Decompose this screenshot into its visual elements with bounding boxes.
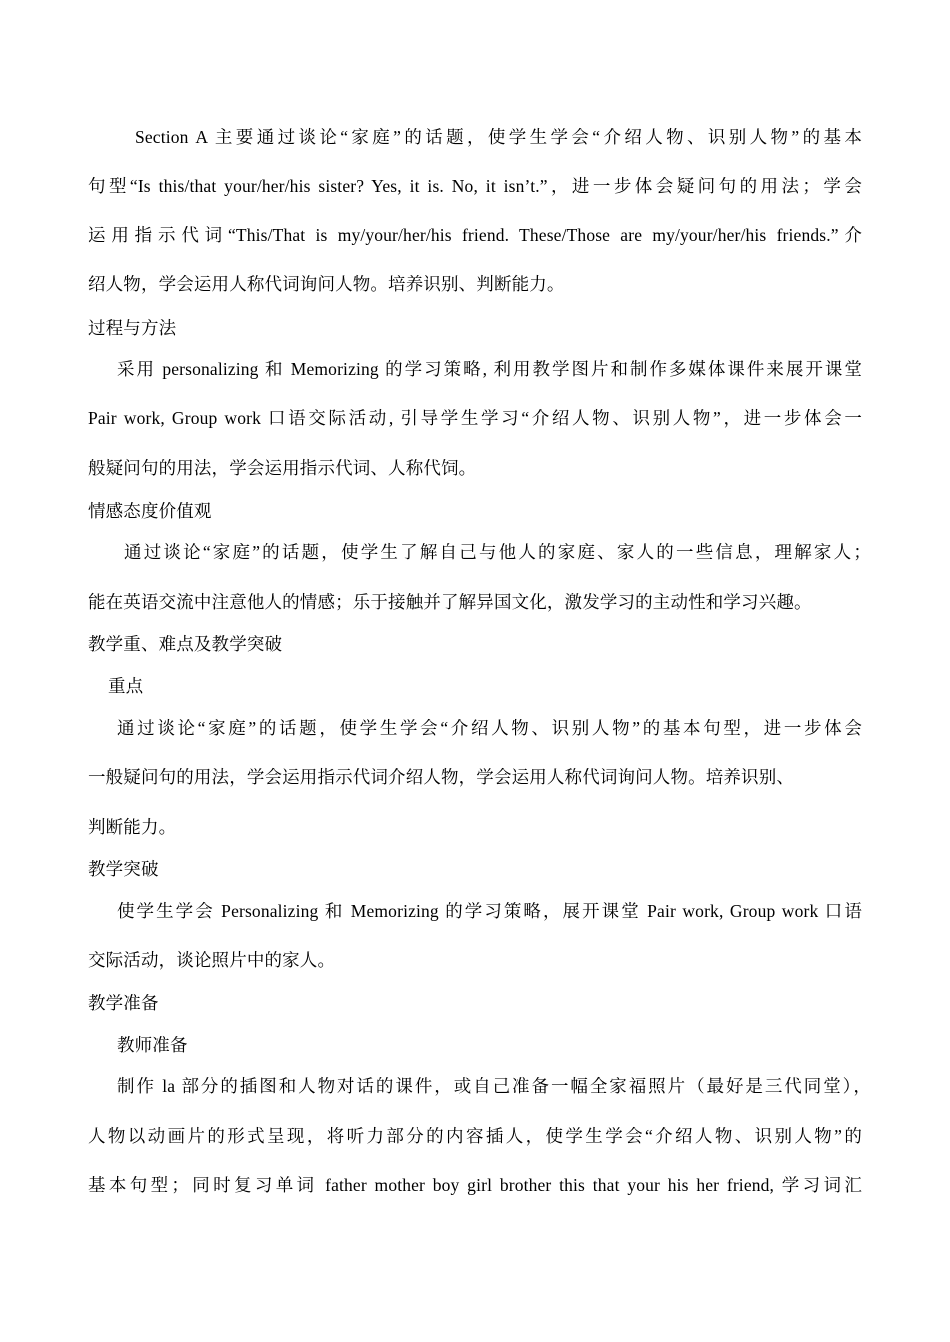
paragraph-line: 运用指示代词“This/That is my/your/her/his friend. These/Those are my/your/her/his friends.”介 — [88, 225, 862, 245]
section-heading: 情感态度价值观 — [88, 501, 212, 521]
paragraph-line: 能在英语交流中注意他人的情感；乐于接触并了解异国文化，激发学习的主动性和学习兴趣。 — [88, 592, 812, 612]
paragraph-line: 通过谈论“家庭”的话题，使学生了解自己与他人的家庭、家人的一些信息，理解家人； — [124, 542, 871, 562]
paragraph-line: 一般疑问句的用法，学会运用指示代词介绍人物，学会运用人称代词询问人物。培养识别、 — [88, 767, 794, 787]
paragraph-line: 使学生学会 Personalizing 和 Memorizing 的学习策略，展开课堂 Pair work, Group work 口语 — [117, 901, 862, 921]
section-heading: 教学重、难点及教学突破 — [88, 634, 283, 654]
paragraph-line: 交际活动，谈论照片中的家人。 — [88, 950, 336, 970]
paragraph-line: 人物以动画片的形式呈现，将听力部分的内容插人，使学生学会“介绍人物、识别人物”的 — [88, 1126, 862, 1146]
paragraph-line: 判断能力。 — [88, 817, 177, 837]
section-heading: 教学突破 — [88, 859, 159, 879]
paragraph-line: 通过谈论“家庭”的话题，使学生学会“介绍人物、识别人物”的基本句型，进一步体会 — [117, 718, 862, 738]
subsection-heading: 教师准备 — [117, 1035, 188, 1055]
paragraph-line: 句型“Is this/that your/her/his sister? Yes, it is. No, it isn’t.”，进一步体会疑问句的用法；学会 — [88, 176, 862, 196]
paragraph-line: 基本句型；同时复习单词 father mother boy girl brother this that your his her friend, 学习词汇 — [88, 1175, 862, 1195]
paragraph-line: 绍人物，学会运用人称代词询问人物。培养识别、判断能力。 — [88, 274, 565, 294]
section-heading: 过程与方法 — [88, 318, 177, 338]
section-heading: 教学准备 — [88, 993, 159, 1013]
paragraph-line: 般疑问句的用法，学会运用指示代词、人称代饲。 — [88, 458, 477, 478]
paragraph-line: Section A 主要通过谈论“家庭”的话题，使学生学会“介绍人物、识别人物”的基本 — [135, 127, 862, 147]
paragraph-line: Pair work, Group work 口语交际活动, 引导学生学习“介绍人物、识别人物”，进一步体会一 — [88, 408, 862, 428]
paragraph-line: 采用 personalizing 和 Memorizing 的学习策略, 利用教学图片和制作多媒体课件来展开课堂 — [117, 359, 862, 379]
subsection-heading: 重点 — [108, 676, 144, 696]
paragraph-line: 制作 la 部分的插图和人物对话的课件，或自己准备一幅全家福照片（最好是三代同堂）， — [117, 1076, 871, 1096]
